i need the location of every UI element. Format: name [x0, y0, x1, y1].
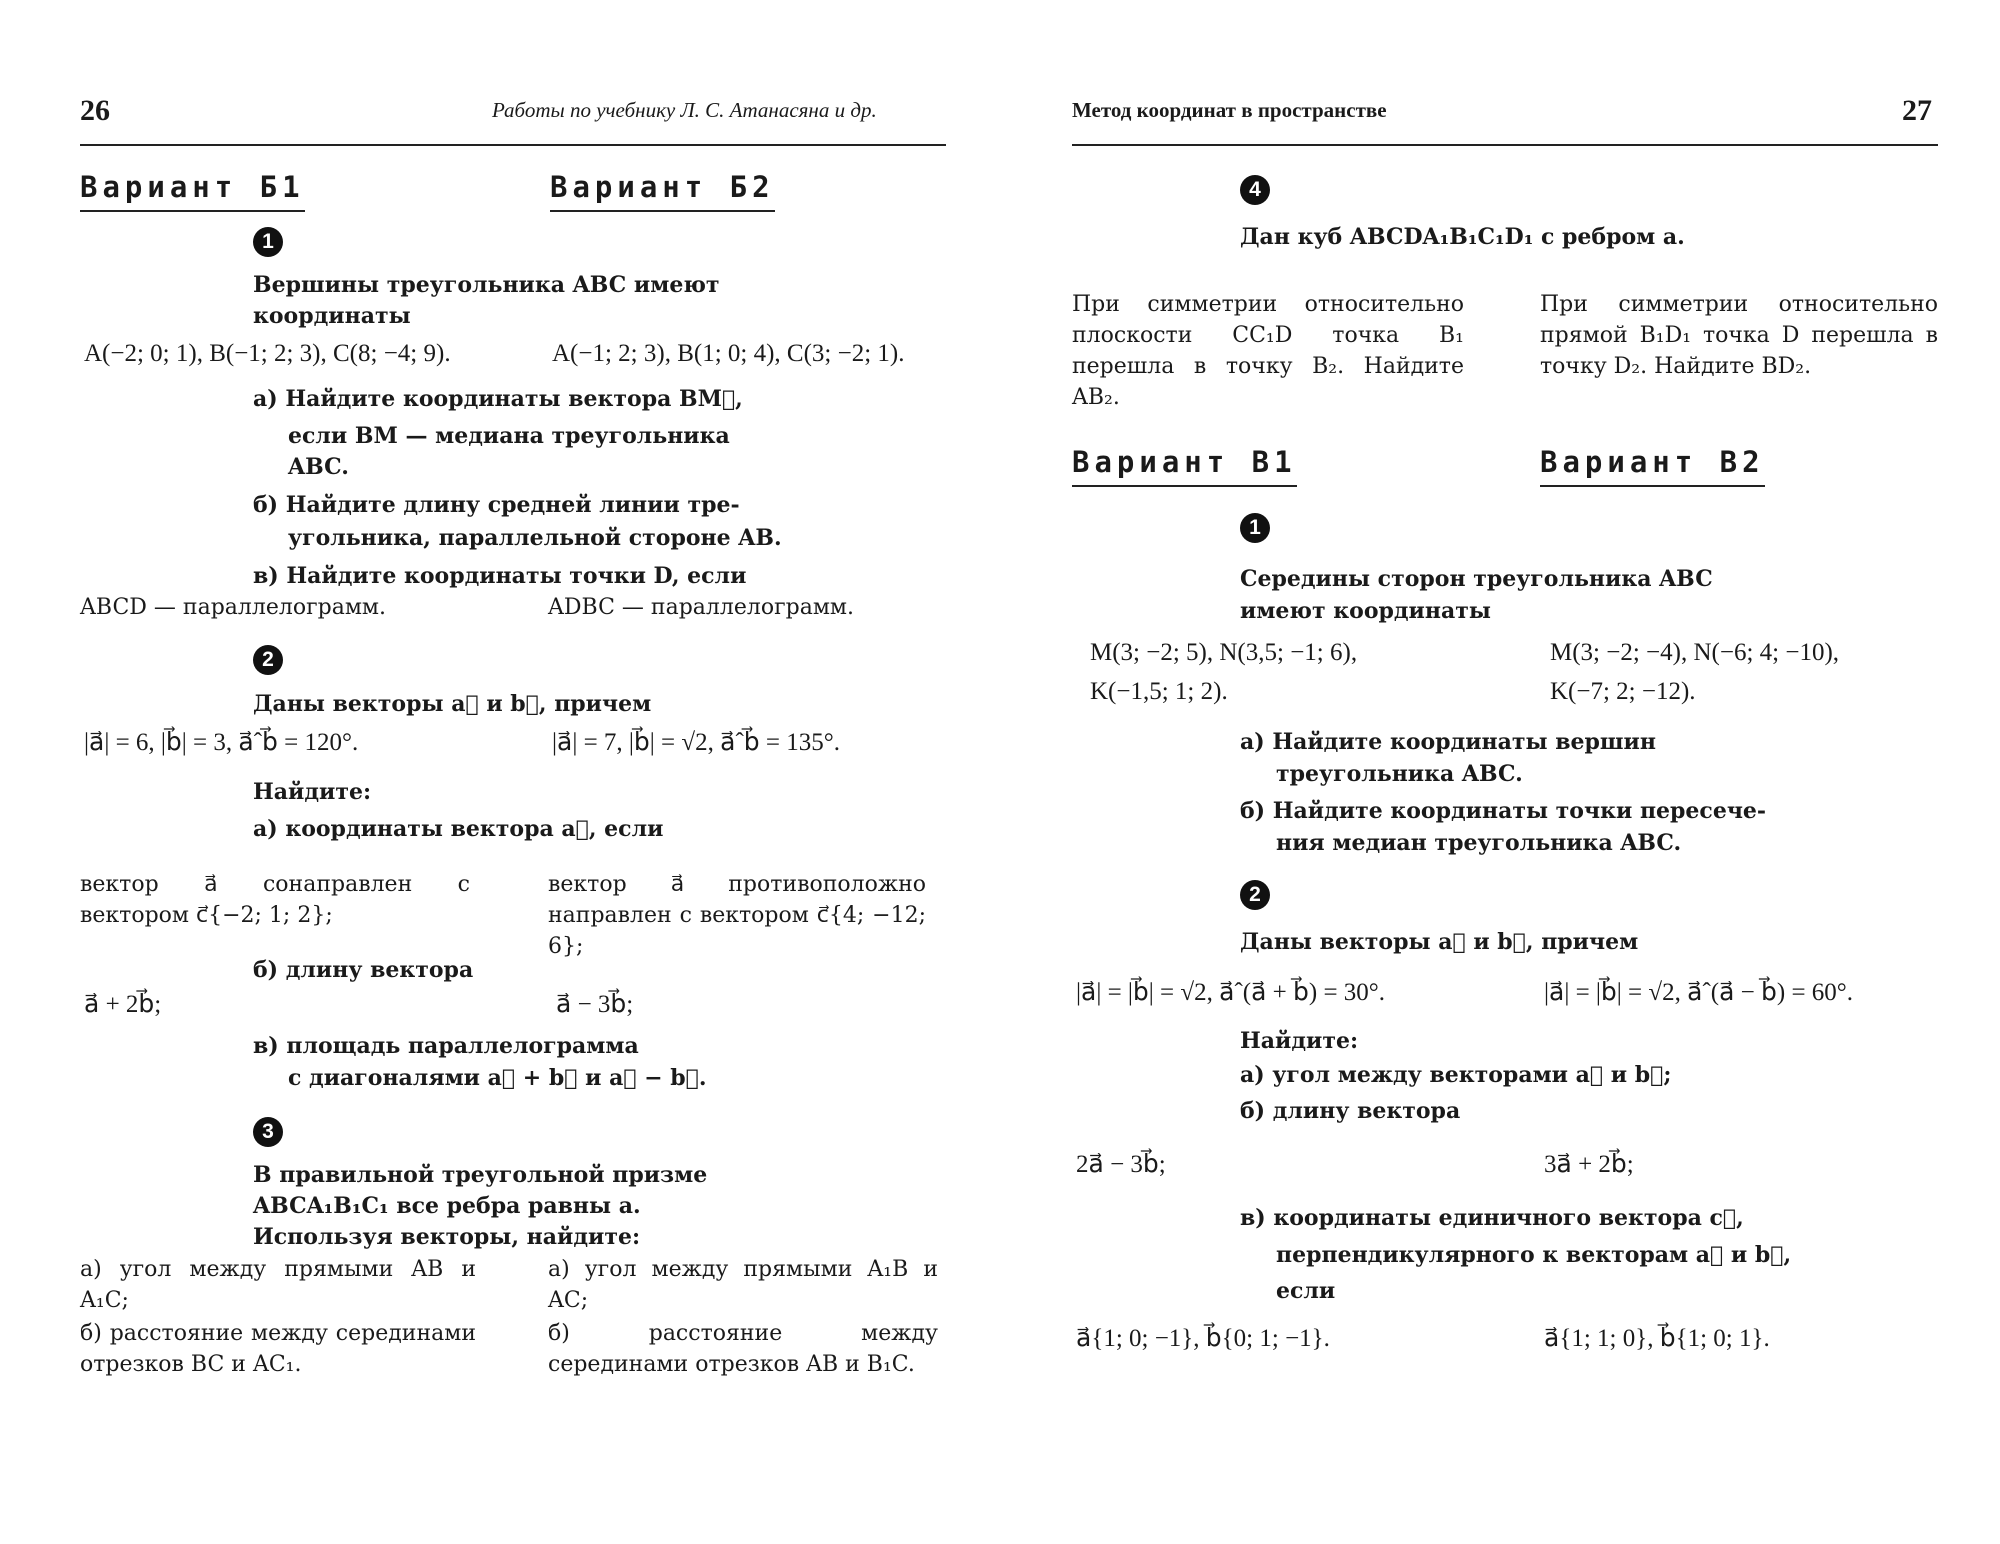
task2-b-label: б) длину вектора [253, 957, 474, 983]
variant-v2-heading: Вариант В2 [1540, 445, 1765, 487]
task2v-c-line1: в) координаты единичного вектора c⃗, [1240, 1205, 1744, 1231]
task3-intro2: ABCA₁B₁C₁ все ребра равны a. [253, 1193, 641, 1219]
task1v-v2-line1: M(3; −2; −4), N(−6; 4; −10), [1550, 639, 1840, 666]
header-rule-left [80, 144, 946, 146]
task2v-c-line3: если [1276, 1278, 1336, 1304]
task2v-c-v2: a⃗{1; 1; 0}, b⃗{1; 0; 1}. [1544, 1325, 1770, 1352]
task2-c-line2: с диагоналями a⃗ + b⃗ и a⃗ − b⃗. [288, 1065, 707, 1091]
task2-c-line1: в) площадь параллелограмма [253, 1033, 639, 1059]
task1-coords-b1: A(−2; 0; 1), B(−1; 2; 3), C(8; −4; 9). [84, 340, 451, 367]
task1v-v1-line2: K(−1,5; 1; 2). [1090, 678, 1228, 705]
task-number-badge: 1 [1240, 513, 1270, 543]
task2-b-b2: a⃗ − 3b⃗; [556, 991, 634, 1018]
task1-c-b2: ADBC — параллелограмм. [548, 595, 855, 620]
task3-intro1: В правильной треугольной призме [253, 1162, 708, 1188]
task1-a-line1: а) Найдите координаты вектора BM⃗, [253, 386, 743, 412]
header-rule-right [1072, 144, 1938, 146]
task1v-intro1: Середины сторон треугольника ABC [1240, 566, 1713, 592]
task2v-b-label: б) длину вектора [1240, 1098, 1461, 1124]
task2-a-label: а) координаты вектора a⃗, если [253, 816, 664, 842]
task2-b-b1: a⃗ + 2b⃗; [84, 991, 162, 1018]
task2v-cond-v1: |a⃗| = |b⃗| = √2, a⃗ˆ(a⃗ + b⃗) = 30°. [1076, 979, 1386, 1006]
task1v-a-line1: а) Найдите координаты вершин [1240, 729, 1656, 755]
task4-intro: Дан куб ABCDA₁B₁C₁D₁ с ребром a. [1240, 224, 1685, 250]
task1-a-line2: если BM — медиана треугольника [288, 423, 730, 449]
task2-a-b2: вектор a⃗ противоположно направлен с вектором c⃗{4; −12; 6}; [548, 872, 926, 959]
task1-coords-b2: A(−1; 2; 3), B(1; 0; 4), C(3; −2; 1). [552, 340, 905, 367]
task1v-a-line2: треугольника ABC. [1276, 761, 1523, 787]
task3-a-b1: а) угол между прямыми AB и A₁C; [80, 1257, 476, 1313]
task-number-badge: 1 [253, 227, 283, 257]
task3-a-b2: а) угол между прямыми A₁B и AC; [548, 1257, 938, 1313]
task4-b1: При симметрии относительно плоскости CC₁D точка B₁ перешла в точку B₂. Найдите AB₂. [1072, 292, 1464, 410]
task2-cond-b2: |a⃗| = 7, |b⃗| = √2, a⃗ˆb⃗ = 135°. [552, 729, 840, 756]
variant-b1-heading: Вариант Б1 [80, 170, 305, 212]
task1-b-line2: угольника, параллельной стороне AB. [288, 525, 782, 551]
task1v-v1-line1: M(3; −2; 5), N(3,5; −1; 6), [1090, 639, 1358, 666]
running-head-right: Метод координат в пространстве [1072, 98, 1387, 122]
task3-b-b2: б) расстояние между серединами отрезков AB и B₁C. [548, 1321, 938, 1377]
task1v-b-line2: ния медиан треугольника ABC. [1276, 830, 1682, 856]
task3-b-b1: б) расстояние между серединами отрезков BC и AC₁. [80, 1321, 476, 1377]
task-number-badge: 2 [253, 645, 283, 675]
task1v-b-line1: б) Найдите координаты точки пересече- [1240, 798, 1767, 824]
running-head-left: Работы по учебнику Л. С. Атанасяна и др. [492, 98, 877, 122]
task-number-badge: 4 [1240, 175, 1270, 205]
task2v-c-v1: a⃗{1; 0; −1}, b⃗{0; 1; −1}. [1076, 1325, 1330, 1352]
task2-cond-b1: |a⃗| = 6, |b⃗| = 3, a⃗ˆb⃗ = 120°. [84, 729, 359, 756]
task2v-intro: Даны векторы a⃗ и b⃗, причем [1240, 929, 1639, 955]
task1v-v2-line2: K(−7; 2; −12). [1550, 678, 1696, 705]
page-number-left: 26 [80, 94, 110, 127]
task2-a-b1: вектор a⃗ сонаправлен с вектором c⃗{−2; 1; 2}; [80, 872, 470, 928]
task2v-find: Найдите: [1240, 1028, 1359, 1054]
task3-intro3: Используя векторы, найдите: [253, 1224, 641, 1250]
task2v-b-v2: 3a⃗ + 2b⃗; [1544, 1151, 1634, 1178]
task1-c-b1: ABCD — параллелограмм. [80, 595, 387, 620]
task1v-intro2: имеют координаты [1240, 598, 1491, 624]
task1-b-line1: б) Найдите длину средней линии тре- [253, 492, 740, 518]
task2-intro: Даны векторы a⃗ и b⃗, причем [253, 691, 652, 717]
task2v-a-label: а) угол между векторами a⃗ и b⃗; [1240, 1062, 1672, 1088]
page-number-right: 27 [1902, 94, 1932, 127]
task2v-cond-v2: |a⃗| = |b⃗| = √2, a⃗ˆ(a⃗ − b⃗) = 60°. [1544, 979, 1854, 1006]
task1-intro: Вершины треугольника ABC имеют координаты [253, 272, 720, 329]
task4-b2: При симметрии относительно прямой B₁D₁ точка D перешла в точку D₂. Найдите BD₂. [1540, 292, 1938, 379]
task-number-badge: 2 [1240, 880, 1270, 910]
task-number-badge: 3 [253, 1117, 283, 1147]
task1-c-line1: в) Найдите координаты точки D, если [253, 563, 747, 589]
task2v-b-v1: 2a⃗ − 3b⃗; [1076, 1151, 1166, 1178]
variant-v1-heading: Вариант В1 [1072, 445, 1297, 487]
task2-find: Найдите: [253, 779, 372, 805]
task2v-c-line2: перпендикулярного к векторам a⃗ и b⃗, [1276, 1242, 1792, 1268]
task1-a-line3: ABC. [288, 454, 349, 480]
variant-b2-heading: Вариант Б2 [550, 170, 775, 212]
